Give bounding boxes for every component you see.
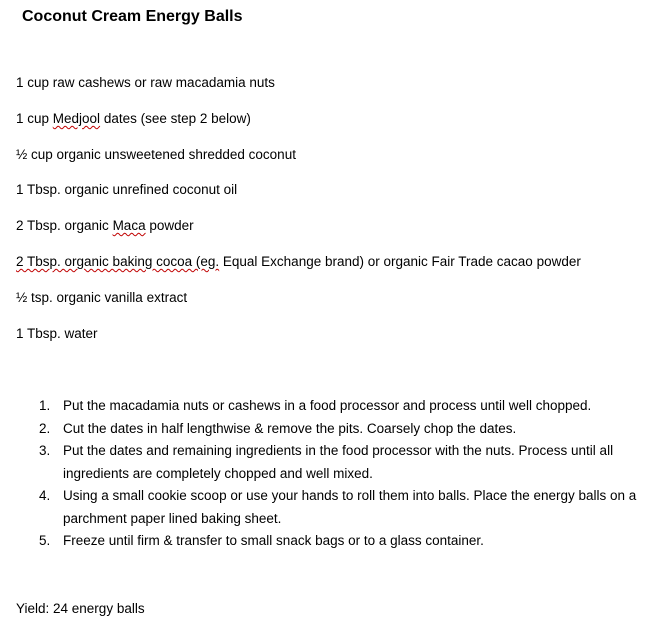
ingredient-item [16,325,581,361]
ingredient-text: 1 cup raw cashews or raw macadamia nuts [16,75,275,90]
step-number: 5. [39,533,51,548]
step-number: 2. [39,420,51,436]
step-number: 1. [39,398,51,413]
ingredient-text: 1 cup [16,110,53,126]
ingredient-text: powder [145,218,194,234]
spellcheck-flagged-text: Medjool [52,110,101,126]
ingredient-text: Equal Exchange brand) or organic Fair Trade cacao powder [219,253,581,269]
ingredient-text: dates (see step 2 below) [100,110,251,126]
step-text: Freeze until firm & transfer to small snack bags or to a glass container. [63,533,484,548]
step-text: Put the macadamia nuts or cashews in a food processor and process until well chopped. [63,398,592,413]
ingredient-item [16,217,581,253]
ingredient-item [16,289,581,325]
step-number: 4. [39,488,51,503]
ingredient-text: 1 Tbsp. water [16,325,98,341]
step-number: 3. [39,443,51,458]
instruction-step [30,395,640,418]
recipe-title: Coconut Cream Energy Balls [22,8,243,25]
ingredient-item [16,253,581,289]
ingredient-item [16,110,581,146]
instruction-step [30,418,640,441]
step-text: Put the dates and remaining ingredients in the food processor with the nuts. Process until all ingredients are completely chopped and well mixed. [63,443,614,481]
ingredient-text: ½ tsp. organic vanilla extract [16,289,188,305]
ingredient-text: 1 Tbsp. organic unrefined coconut oil [16,182,238,198]
ingredient-item [16,74,581,110]
ingredient-text: ½ cup organic unsweetened shredded coconut [16,146,296,162]
instruction-step [30,530,640,553]
recipe-yield: Yield: 24 energy balls [16,601,145,616]
instruction-list [30,395,640,553]
spellcheck-flagged-text: Maca [112,218,146,234]
ingredient-text: 2 Tbsp. organic [16,218,113,234]
spellcheck-flagged-text: 2 Tbsp. organic baking cocoa (eg. [16,253,220,269]
instruction-step [30,440,640,485]
ingredient-item [16,146,581,182]
step-text: Cut the dates in half lengthwise & remove the pits. Coarsely chop the dates. [63,420,517,436]
ingredient-list [16,74,581,360]
step-text: Using a small cookie scoop or use your hands to roll them into balls. Place the energy balls on a parchment paper lined baking sheet. [63,488,637,526]
instruction-step [30,485,640,530]
ingredient-item [16,181,581,217]
